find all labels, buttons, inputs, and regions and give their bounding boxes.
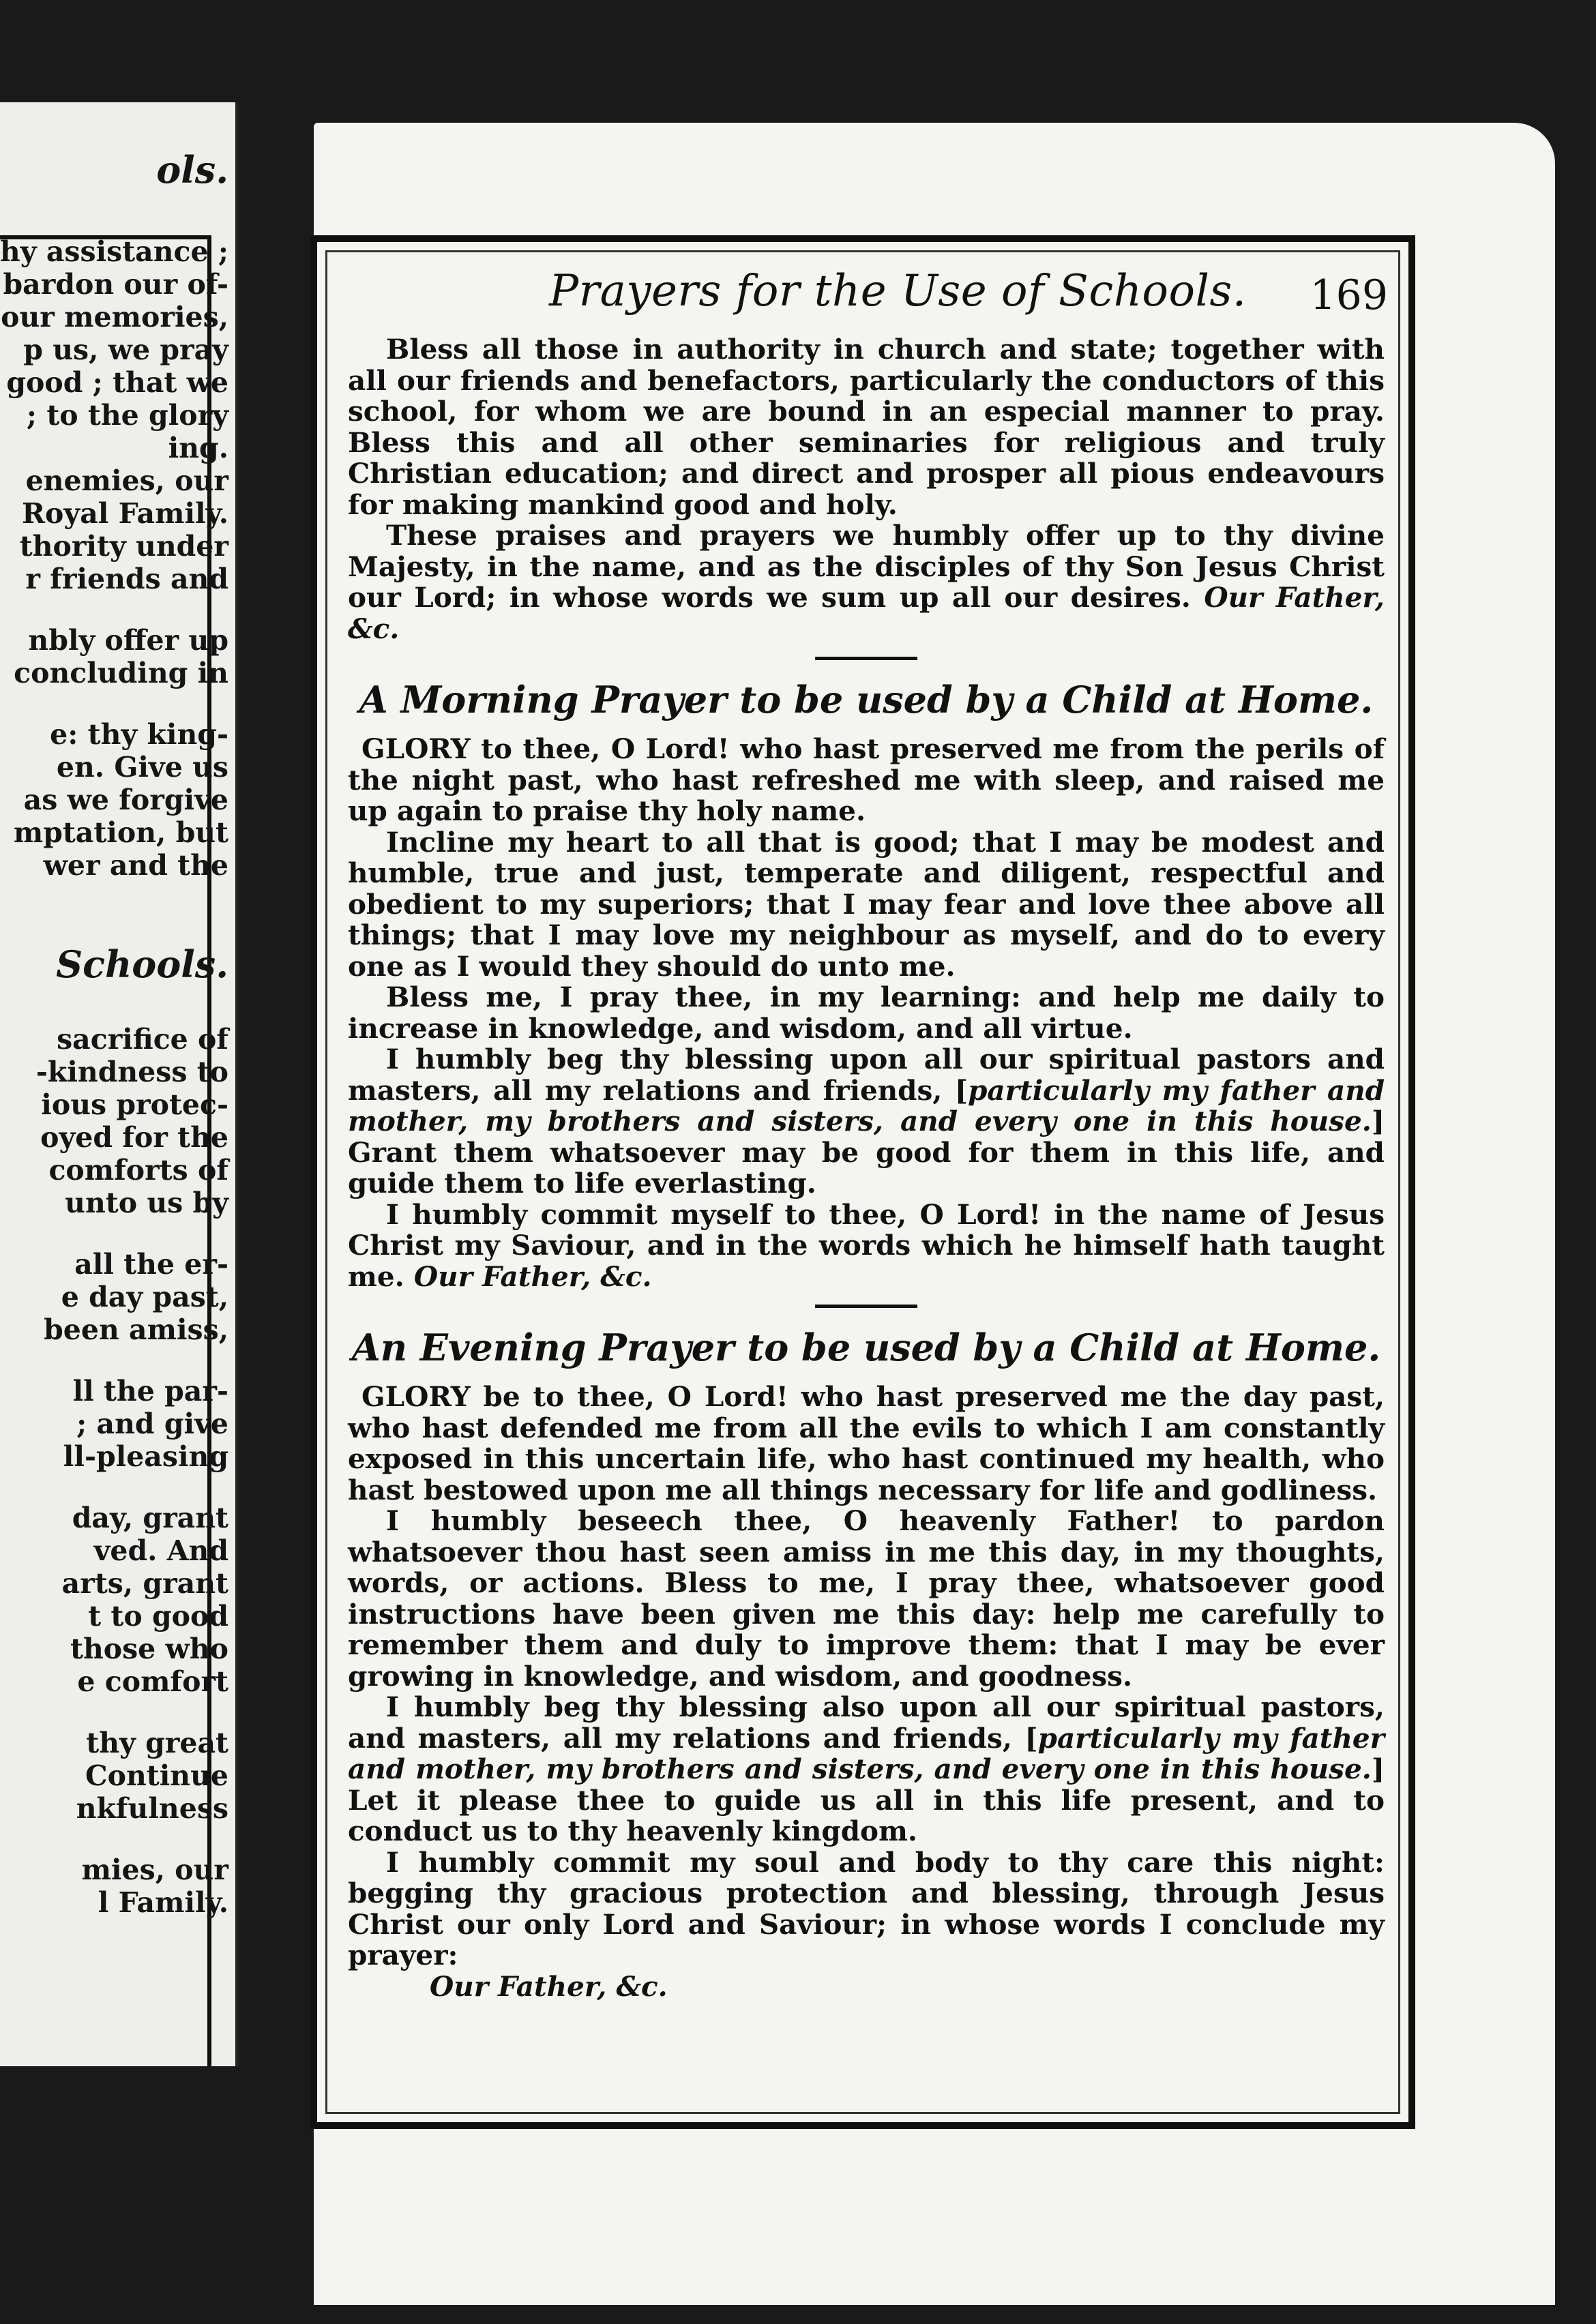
- previous-page-line: t to good: [88, 1600, 228, 1633]
- previous-page-line: those who: [70, 1633, 228, 1665]
- section-divider-2: [815, 1305, 917, 1308]
- section-divider-1: [815, 657, 917, 660]
- previous-page-line: arts, grant: [61, 1567, 228, 1600]
- previous-page-line: comforts of: [48, 1154, 228, 1187]
- evening-paragraph-4: I humbly commit my soul and body to thy care this night: begging thy gracious protection and blessing, through Jesus Christ our only Lord and Saviour; in whose words I conclude my prayer:: [348, 1845, 1385, 1971]
- running-head: [348, 259, 1388, 334]
- morning-paragraph-4-italic: particularly my father and mother, my brothers and sisters, and every one in this house.: [348, 1073, 1385, 1137]
- previous-page-line: e: thy king-: [50, 718, 228, 751]
- previous-page-line: been amiss,: [44, 1313, 228, 1346]
- previous-page-line: ing.: [168, 432, 228, 464]
- previous-page-line: bardon our of-: [3, 268, 228, 301]
- morning-paragraph-4: [348, 1044, 1385, 1200]
- previous-page-line: ; and give: [76, 1407, 228, 1440]
- previous-page-line: en. Give us: [56, 751, 228, 784]
- morning-paragraph-4-b: ] Grant them whatsoever may be good for them in this life, and guide them to life everlasting.: [348, 1105, 1385, 1200]
- evening-closing: Our Father, &c.: [430, 1969, 668, 2003]
- previous-page-line: ved. And: [93, 1534, 228, 1567]
- morning-paragraph-5: [348, 1197, 1385, 1293]
- evening-paragraph-2: I humbly beseech thee, O heavenly Father! to pardon whatsoever thou hast seen amiss in me this day, in my thoughts, words, or actions. Bless to me, I pray thee, whatsoever good instructions have been given me this day: help me carefully to remember them and duly to improve them: that I may be ever growing in knowledge, and wisdom, and goodness.: [348, 1504, 1385, 1693]
- previous-page-line: mies, our: [81, 1853, 228, 1886]
- previous-page-line: l Family.: [98, 1886, 228, 1919]
- previous-page-line: p us, we pray: [23, 333, 228, 366]
- previous-page-line: our memories,: [1, 301, 228, 333]
- previous-page-line: enemies, our: [25, 464, 228, 497]
- page-number: 169: [1310, 271, 1388, 319]
- previous-page-line: nkfulness: [76, 1792, 228, 1825]
- morning-paragraph-5-text: I humbly commit myself to thee, O Lord! in the name of Jesus Christ my Saviour, and in the words which he himself hath taught me.: [348, 1197, 1385, 1293]
- previous-page-line: r friends and: [25, 563, 228, 595]
- previous-page-line: wer and the: [43, 849, 228, 882]
- previous-page-fragment: [0, 102, 239, 2066]
- previous-page-line: -kindness to: [35, 1056, 228, 1088]
- intro-closing: Our Father, &c.: [348, 581, 1385, 645]
- previous-page-line: unto us by: [65, 1187, 228, 1219]
- previous-page-line: sacrifice of: [57, 1023, 228, 1056]
- previous-page-line: ll the par-: [72, 1375, 228, 1407]
- previous-page-heading: Schools.: [56, 942, 228, 986]
- previous-page-line: Royal Family.: [21, 497, 228, 530]
- morning-paragraph-2: Incline my heart to all that is good; that I may be modest and humble, true and just, temperate and diligent, respectful and obedient to my superiors; that I may fear and love thee above all things; that I may love my neighbour as myself, and do to every one as I would they should do unto me.: [348, 825, 1385, 983]
- previous-page-line: as we forgive: [23, 784, 228, 816]
- page-content: [348, 259, 1388, 2003]
- previous-page-line: thority under: [19, 530, 228, 563]
- morning-paragraph-3: Bless me, I pray thee, in my learning: and help me daily to increase in knowledge, and wisdom, and all virtue.: [348, 981, 1385, 1045]
- previous-page-heading: ols.: [156, 148, 228, 192]
- morning-prayer-heading: A Morning Prayer to be used by a Child at Home.: [359, 678, 1374, 721]
- previous-page-line: Continue: [85, 1759, 228, 1792]
- previous-page-line: concluding in: [14, 657, 228, 689]
- previous-page-line: ious protec-: [41, 1088, 228, 1121]
- evening-paragraph-1: GLORY be to thee, O Lord! who hast preserved me the day past, who hast defended me from all the evils to which I am constantly exposed in this uncertain life, who hast continued my health, who hast bestowed upon me all things necessary for life and godliness.: [348, 1380, 1385, 1506]
- previous-page-line: ; to the glory: [26, 399, 228, 432]
- previous-page-line: day, grant: [72, 1502, 228, 1534]
- previous-page-line: nbly offer up: [28, 624, 228, 657]
- evening-paragraph-3-b: ] Let it please thee to guide us all in this life present, and to conduct us to thy heavenly kingdom.: [348, 1753, 1385, 1847]
- morning-paragraph-4-a: I humbly beg thy blessing upon all our spiritual pastors and masters, all my relations and friends, [: [348, 1043, 1385, 1107]
- previous-page-line: good ; that we: [6, 366, 228, 399]
- previous-page-line: ll-pleasing: [63, 1440, 228, 1473]
- morning-closing: Our Father, &c.: [413, 1260, 652, 1293]
- intro-paragraph-2-text: These praises and prayers we humbly offer up to thy divine Majesty, in the name, and as the disciples of thy Son Jesus Christ our Lord; in whose words we sum up all our desires.: [348, 519, 1385, 614]
- previous-page-line: thy great: [86, 1727, 228, 1759]
- evening-prayer-heading: An Evening Prayer to be used by a Child at Home.: [351, 1326, 1381, 1369]
- intro-paragraph-1: Bless all those in authority in church and state; together with all our friends and benefactors, particularly the conductors of this school, for whom we are bound in an especial manner to pray. Bless this and all other seminaries for religious and truly Christian education; and direct and prosper all pious endeavours for making mankind good and holy.: [348, 333, 1385, 521]
- previous-page-line: hy assistance ;: [0, 235, 228, 268]
- previous-page-line: mptation, but: [13, 816, 228, 849]
- intro-paragraph-2: [348, 520, 1385, 644]
- morning-paragraph-1: GLORY to thee, O Lord! who hast preserved me from the perils of the night past, who hast refreshed me with sleep, and raised me up again to praise thy holy name.: [348, 732, 1385, 827]
- previous-page-line: e day past,: [61, 1281, 228, 1313]
- previous-page-line: all the er-: [74, 1248, 228, 1281]
- evening-paragraph-3: [348, 1692, 1385, 1847]
- evening-paragraph-3-italic: particularly my father and mother, my brothers and sisters, and every one in this house.: [348, 1721, 1385, 1785]
- previous-page-line: e comfort: [77, 1665, 228, 1698]
- previous-page-line: oyed for the: [40, 1121, 228, 1154]
- evening-paragraph-3-a: I humbly beg thy blessing also upon all our spiritual pastors, and masters, all my relations and friends, [: [348, 1690, 1385, 1755]
- running-title: Prayers for the Use of Schools.: [549, 266, 1247, 316]
